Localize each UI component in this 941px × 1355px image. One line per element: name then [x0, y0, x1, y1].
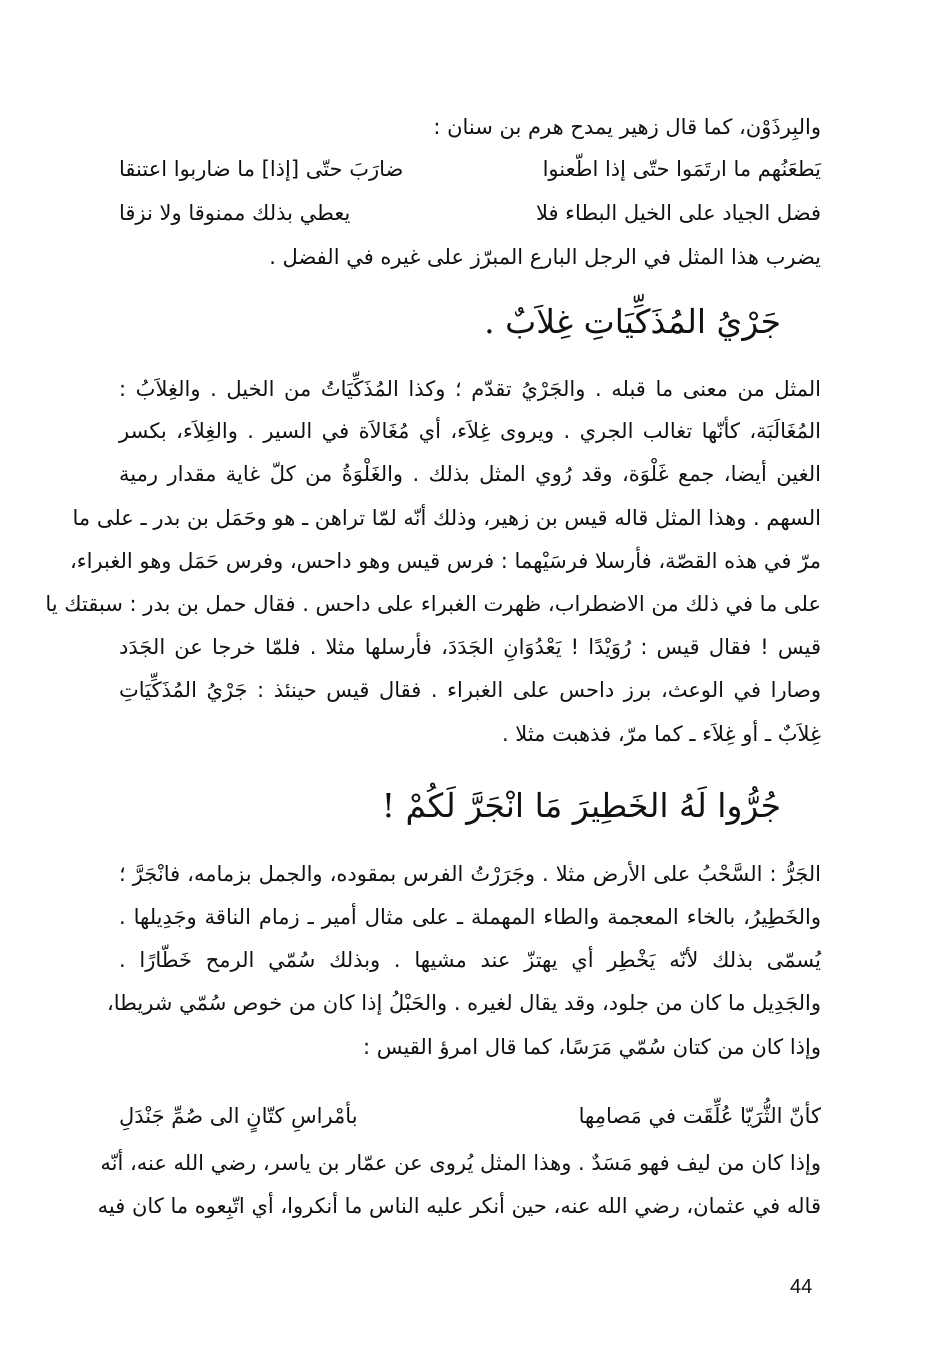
verse-1-first-hemistich: يَطعَنُهم ما ارتَمَوا حتّى إذا اطّعنوا — [542, 157, 821, 181]
verse-3-first-hemistich: كأنّ الثُّرَيّا عُلِّقَت في مَصامِها — [578, 1104, 821, 1128]
verse-3-second-hemistich: بأمْراسِ كتّانٍ الى صُمِّ جَنْدَلِ — [119, 1104, 358, 1128]
section-1-line: قيس ! فقال قيس : رُوَيْدًا ! يَعْدُوَانِ الجَدَدَ، فأرسلها مثلا . فلمّا خرجا عن الجَدَد — [119, 635, 821, 659]
verse-2-first-hemistich: فضل الجياد على الخيل البطاء فلا — [535, 201, 821, 225]
section-3-line: قاله في عثمان، رضي الله عنه، حين أنكر عليه الناس ما أنكروا، أي اتّبِعوه ما كان فيه — [97, 1194, 821, 1218]
section-2-line: والخَطِيرُ، بالخاء المعجمة والطاء المهملة ـ على مثال أمير ـ زمام الناقة وجَدِيلها . — [119, 905, 821, 929]
section-1-line: السهم . وهذا المثل قاله قيس بن زهير، وذلك أنّه لمّا تراهن ـ هو وحَمَل بن بدر ـ على ما — [72, 506, 821, 530]
verse-1 — [119, 150, 821, 188]
section-2-line: وإذا كان من كتان سُمّي مَرَسًا، كما قال امرؤ القيس : — [362, 1035, 821, 1059]
section-1-line: المثل من معنى ما قبله . والجَرْيُ تقدّم ؛ وكذا المُذَكِّيَاتُ من الخيل . والغِلاَبُ : — [119, 377, 821, 401]
heading-proverb-2: جُرُّوا لَهُ الخَطِيرَ مَا انْجَرَّ لَكُمْ ! — [381, 786, 781, 825]
section-1-line: المُغَالَبَة، كأنّها تغالب الجري . ويروى غِلاَء، أي مُغَالاَة في السير . والغِلاَء، بكسر — [119, 419, 821, 443]
section-1-line: مرّ في هذه القصّة، فأرسلا فرسَيْهما : فرس قيس وهو داحس، وفرس حَمَل وهو الغبراء، — [69, 549, 821, 573]
section-1-line: وصارا في الوعث، برز داحس على الغبراء . فقال قيس حينئذ : جَرْيُ المُذَكِّيَاتِ — [119, 678, 821, 702]
verse-1-second-hemistich: ضارَبَ حتّى [إذا] ما ضاربوا اعتنقا — [119, 157, 404, 181]
section-1-line: على ما في ذلك من الاضطراب، ظهرت الغبراء على داحس . فقال حمل بن بدر : سبقتك يا — [45, 592, 821, 616]
section-3-line: وإذا كان من ليف فهو مَسَدٌ . وهذا المثل يُروى عن عمّار بن ياسر، رضي الله عنه، أنّه — [100, 1151, 821, 1175]
section-1-line: غِلاَبٌ ـ أو غِلاَء ـ كما مرّ، فذهبت مثلا . — [501, 722, 821, 746]
verse-3 — [119, 1097, 821, 1135]
section-2-line: يُسمّى بذلك لأنّه يَخْطِر أي يهتزّ عند مشيها . وبذلك سُمّي الرمح خَطّارًا . — [119, 948, 821, 972]
section-1-line: الغين أيضا، جمع غَلْوَة، وقد رُوي المثل بذلك . والغَلْوَةُ من كلّ غاية مقدار رمية — [119, 462, 821, 486]
verse-2 — [119, 194, 821, 232]
intro-conclusion: يضرب هذا المثل في الرجل البارع المبرّز على غيره في الفضل . — [269, 245, 821, 269]
page-number: 44 — [790, 1276, 813, 1298]
section-2-line: والجَدِيل ما كان من جلود، وقد يقال لغيره . والحَبْلُ إذا كان من خوص سُمّي شريطا، — [106, 991, 821, 1015]
intro-line: والبِرذَوْن، كما قال زهير يمدح هرم بن سنان : — [433, 115, 821, 139]
heading-proverb-1: جَرْيُ المُذَكِّيَاتِ غِلاَبٌ . — [484, 302, 781, 341]
verse-2-second-hemistich: يعطي بذلك ممنوقا ولا نزقا — [119, 201, 351, 225]
section-2-line: الجَرُّ : السَّحْبُ على الأرض مثلا . وجَرَرْتُ الفرس بمقوده، والجمل بزمامه، فانْجَرَّ ؛ — [119, 862, 821, 886]
